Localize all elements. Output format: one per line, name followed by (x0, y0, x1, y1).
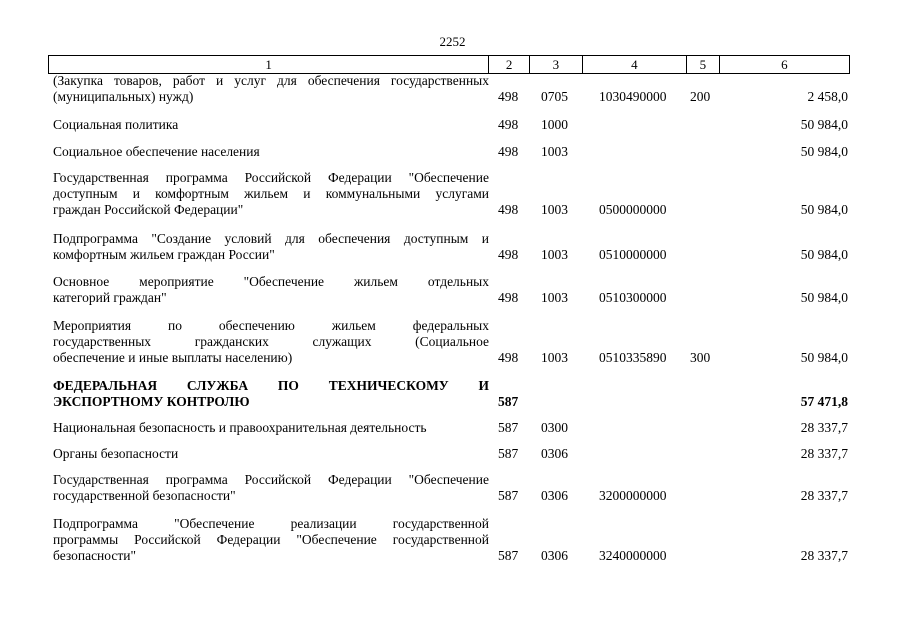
row-description (53, 420, 489, 436)
description-line: (муниципальных) нужд) (53, 89, 194, 104)
cell-col-6: 2 458,0 (807, 89, 848, 105)
header-col-2: 2 (488, 56, 529, 73)
row-description (53, 170, 489, 218)
cell-col-3: 1003 (541, 290, 568, 306)
cell-col-2: 587 (498, 420, 519, 435)
cell-col-4: 0500000000 (599, 202, 667, 218)
row-description (53, 144, 489, 160)
row-description (53, 274, 489, 306)
cell-col-4: 3240000000 (599, 548, 667, 564)
cell-col-3: 1003 (541, 247, 568, 263)
header-col-5: 5 (686, 56, 719, 73)
description-line: обеспечение и иные выплаты населению) (53, 350, 293, 365)
description-line: Подпрограмма "Создание условий для обеспечения доступным и (53, 231, 489, 246)
description-line: ФЕДЕРАЛЬНАЯ СЛУЖБА ПО ТЕХНИЧЕСКОМУ И (53, 378, 489, 393)
description-line: программы Российской Федерации "Обеспечение государственной (53, 532, 489, 547)
description-line: Подпрограмма "Обеспечение реализации государственной (53, 516, 489, 531)
description-line: Государственная программа Российской Федерации "Обеспечение (53, 170, 489, 185)
cell-col-2: 587 (498, 446, 519, 461)
description-line: доступным и комфортным жильем и коммунальными услугами (53, 186, 489, 201)
cell-col-6: 57 471,8 (800, 394, 848, 410)
cell-col-3: 1003 (541, 144, 568, 159)
cell-col-3: 0306 (541, 488, 568, 504)
cell-col-4: 1030490000 (599, 89, 667, 105)
row-description (53, 516, 489, 564)
row-description (53, 446, 489, 462)
description-line: ЭКСПОРТНОМУ КОНТРОЛЮ (53, 394, 250, 409)
cell-col-4: 3200000000 (599, 488, 667, 504)
cell-col-2: 587 (498, 548, 519, 564)
cell-col-6: 50 984,0 (800, 144, 848, 159)
cell-col-2: 498 (498, 247, 519, 263)
cell-col-2: 498 (498, 89, 519, 105)
row-description (53, 73, 489, 105)
cell-col-6: 28 337,7 (800, 548, 848, 564)
row-description (53, 318, 489, 366)
cell-col-6: 28 337,7 (800, 488, 848, 504)
header-col-3: 3 (529, 56, 582, 73)
row-description (53, 472, 489, 504)
description-line: Мероприятия по обеспечению жильем федеральных (53, 318, 489, 333)
cell-col-3: 0306 (541, 446, 568, 461)
cell-col-3: 0306 (541, 548, 568, 564)
cell-col-4: 0510000000 (599, 247, 667, 263)
cell-col-2: 498 (498, 202, 519, 218)
row-description (53, 378, 489, 410)
description-line: (Закупка товаров, работ и услуг для обеспечения государственных (53, 73, 489, 88)
description-line: Органы безопасности (53, 446, 179, 461)
description-line: комфортным жильем граждан России" (53, 247, 275, 262)
description-line: государственных гражданских служащих (Социальное (53, 334, 489, 349)
description-line: государственной безопасности" (53, 488, 236, 503)
cell-col-6: 28 337,7 (800, 446, 848, 461)
header-col-6: 6 (719, 56, 849, 73)
cell-col-3: 0705 (541, 89, 568, 105)
cell-col-2: 498 (498, 117, 519, 132)
cell-col-4: 0510335890 (599, 350, 667, 366)
cell-col-6: 28 337,7 (800, 420, 848, 435)
row-description (53, 117, 489, 133)
cell-col-5: 300 (690, 350, 711, 366)
cell-col-2: 498 (498, 290, 519, 306)
description-line: безопасности" (53, 548, 136, 563)
cell-col-6: 50 984,0 (800, 247, 848, 263)
cell-col-4: 0510300000 (599, 290, 667, 306)
row-description (53, 231, 489, 263)
description-line: граждан Российской Федерации" (53, 202, 244, 217)
description-line: Социальное обеспечение населения (53, 144, 260, 159)
description-line: категорий граждан" (53, 290, 167, 305)
cell-col-6: 50 984,0 (800, 290, 848, 306)
cell-col-3: 1003 (541, 202, 568, 218)
description-line: Социальная политика (53, 117, 179, 132)
cell-col-6: 50 984,0 (800, 350, 848, 366)
description-line: Государственная программа Российской Федерации "Обеспечение (53, 472, 489, 487)
header-col-4: 4 (582, 56, 686, 73)
cell-col-3: 0300 (541, 420, 568, 435)
cell-col-2: 498 (498, 350, 519, 366)
cell-col-6: 50 984,0 (800, 117, 848, 132)
cell-col-2: 587 (498, 488, 519, 504)
header-col-1: 1 (265, 57, 272, 72)
cell-col-5: 200 (690, 89, 711, 105)
description-line: Основное мероприятие "Обеспечение жильем отдельных (53, 274, 489, 289)
cell-col-6: 50 984,0 (800, 202, 848, 218)
cell-col-2: 587 (498, 394, 519, 410)
cell-col-3: 1000 (541, 117, 568, 132)
cell-col-2: 498 (498, 144, 519, 159)
cell-col-3: 1003 (541, 350, 568, 366)
page-number: 2252 (439, 34, 466, 49)
description-line: Национальная безопасность и правоохранительная деятельность (53, 420, 427, 435)
